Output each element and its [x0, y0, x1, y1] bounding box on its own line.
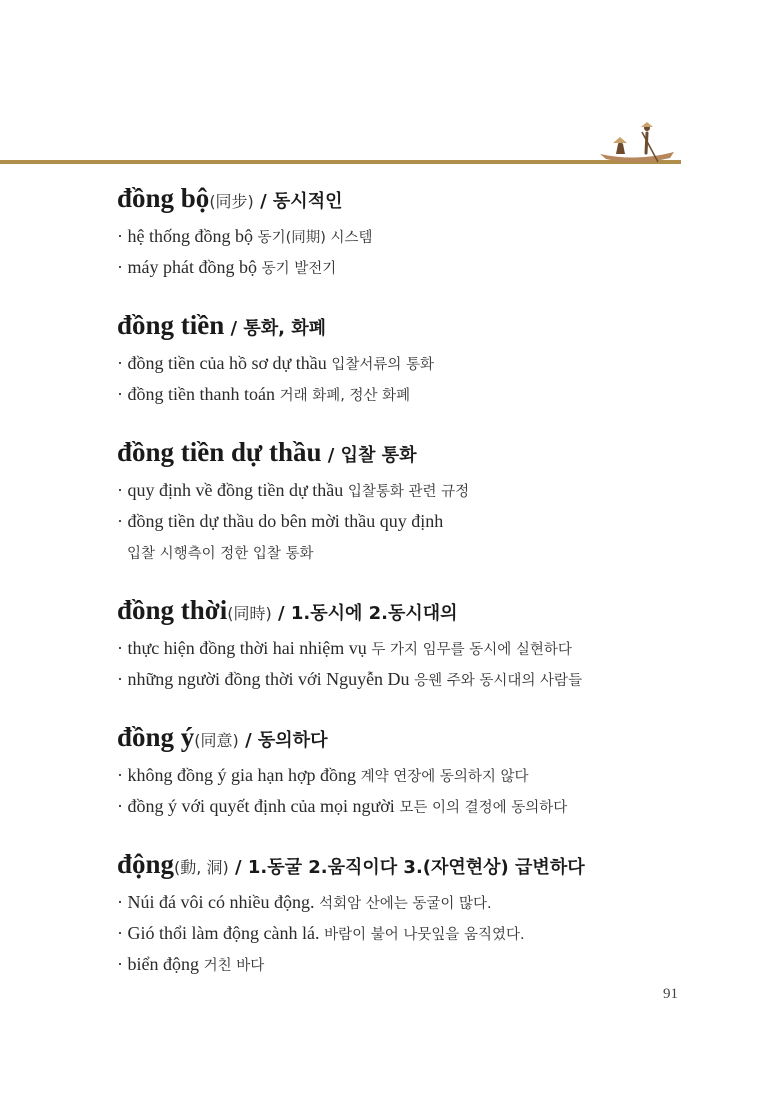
page-number: 91: [663, 986, 678, 1002]
korean-translation: 석회암 산에는 동굴이 많다.: [314, 896, 492, 912]
vietnamese-example: máy phát đồng bộ: [127, 257, 257, 277]
dictionary-entries: [117, 178, 707, 1002]
headword: đồng tiền: [117, 310, 225, 340]
separator: /: [271, 603, 291, 624]
hanja-origin: (動, 洞): [174, 858, 229, 877]
bullet: ·: [117, 257, 128, 277]
bullet: ·: [117, 480, 128, 500]
korean-translation: 응웬 주와 동시대의 사람들: [409, 673, 583, 689]
headword: đồng thời: [117, 595, 228, 625]
seated-figure: [616, 142, 625, 154]
boatman-body: [646, 133, 647, 153]
vietnamese-example: những người đồng thời với Nguyễn Du: [127, 669, 410, 689]
korean-meaning: 동시적인: [272, 191, 343, 212]
vietnamese-example: Gió thổi làm động cành lá.: [127, 923, 320, 943]
example-line: [117, 919, 707, 950]
example-line: [117, 761, 707, 792]
hanja-origin: (同步): [209, 192, 254, 211]
vietnamese-example: biển động: [127, 954, 199, 974]
example-line: [117, 538, 707, 569]
dictionary-entry: [117, 178, 707, 284]
bullet: ·: [117, 796, 128, 816]
separator: /: [228, 857, 248, 878]
korean-translation: 거래 화폐, 정산 화폐: [274, 388, 411, 404]
bullet: ·: [117, 765, 128, 785]
korean-meaning: 동의하다: [257, 730, 328, 751]
vietnamese-example: đồng tiền dự thầu do bên mời thầu quy định: [127, 511, 444, 531]
boat-hull: [600, 152, 674, 162]
dictionary-entry: [117, 305, 707, 411]
korean-meaning: 1.동시에 2.동시대의: [290, 603, 458, 624]
entry-headword-line: [117, 590, 707, 634]
boatman-hat: [641, 122, 653, 127]
headword: đồng tiền dự thầu: [117, 437, 322, 467]
header-rule: [0, 160, 681, 164]
korean-translation: 동기 발전기: [256, 261, 337, 277]
example-line: [117, 792, 707, 823]
hanja-origin: (同意): [194, 731, 239, 750]
entry-headword-line: [117, 305, 707, 349]
korean-translation: 거친 바다: [199, 958, 265, 974]
hanja-origin: (同時): [227, 604, 272, 623]
korean-translation: 모든 이의 결정에 동의하다: [394, 800, 568, 816]
vietnamese-example: thực hiện đồng thời hai nhiệm vụ: [127, 638, 367, 658]
bullet: ·: [117, 669, 128, 689]
dictionary-entry: [117, 717, 707, 823]
korean-translation: 바람이 불어 나뭇잎을 움직였다.: [319, 927, 525, 943]
bullet: ·: [117, 954, 128, 974]
dictionary-entry: [117, 844, 707, 981]
korean-translation: 입찰서류의 통화: [326, 357, 435, 373]
separator: /: [253, 191, 273, 212]
example-line: [117, 888, 707, 919]
korean-meaning: 통화, 화폐: [243, 318, 327, 339]
entry-headword-line: [117, 844, 707, 888]
separator: /: [238, 730, 258, 751]
example-line: [117, 349, 707, 380]
bullet: ·: [117, 226, 128, 246]
dictionary-entry: [117, 432, 707, 569]
example-line: [117, 665, 707, 696]
example-line: [117, 253, 707, 284]
vietnamese-example: quy định về đồng tiền dự thầu: [127, 480, 344, 500]
example-line: [117, 634, 707, 665]
korean-translation: 동기(同期) 시스템: [253, 230, 373, 246]
korean-translation: 계약 연장에 동의하지 않다: [356, 769, 529, 785]
vietnamese-example: không đồng ý gia hạn hợp đồng: [127, 765, 356, 785]
bullet: ·: [117, 923, 128, 943]
korean-translation: 두 가지 임무를 동시에 실현하다: [366, 642, 572, 658]
entry-headword-line: [117, 432, 707, 476]
example-line: [117, 476, 707, 507]
dictionary-entry: [117, 590, 707, 696]
separator: /: [224, 318, 244, 339]
separator: /: [321, 445, 341, 466]
example-line: [117, 380, 707, 411]
bullet: ·: [117, 892, 128, 912]
headword: đồng ý: [117, 722, 195, 752]
entry-headword-line: [117, 178, 707, 222]
headword: động: [117, 849, 175, 879]
korean-meaning: 입찰 통화: [340, 445, 417, 466]
seated-figure-hat: [613, 137, 627, 143]
vietnamese-example: đồng tiền của hồ sơ dự thầu: [127, 353, 327, 373]
headword: đồng bộ: [117, 183, 210, 213]
example-line: [117, 222, 707, 253]
example-line: [117, 950, 707, 981]
bullet: ·: [117, 511, 128, 531]
example-line: [117, 507, 707, 538]
vietnamese-example: hệ thống đồng bộ: [127, 226, 253, 246]
korean-translation: 입찰 시행측이 정한 입찰 통화: [127, 546, 314, 562]
korean-translation: 입찰통화 관련 규정: [343, 484, 470, 500]
bullet: ·: [117, 384, 128, 404]
vietnamese-example: Núi đá vôi có nhiều động.: [127, 892, 315, 912]
entry-headword-line: [117, 717, 707, 761]
bullet: ·: [117, 638, 128, 658]
bullet: ·: [117, 353, 128, 373]
vietnamese-example: đồng ý với quyết định của mọi người: [127, 796, 395, 816]
boat-illustration: [596, 118, 678, 166]
vietnamese-example: đồng tiền thanh toán: [127, 384, 275, 404]
korean-meaning: 1.동굴 2.움직이다 3.(자연현상) 급변하다: [247, 857, 585, 878]
